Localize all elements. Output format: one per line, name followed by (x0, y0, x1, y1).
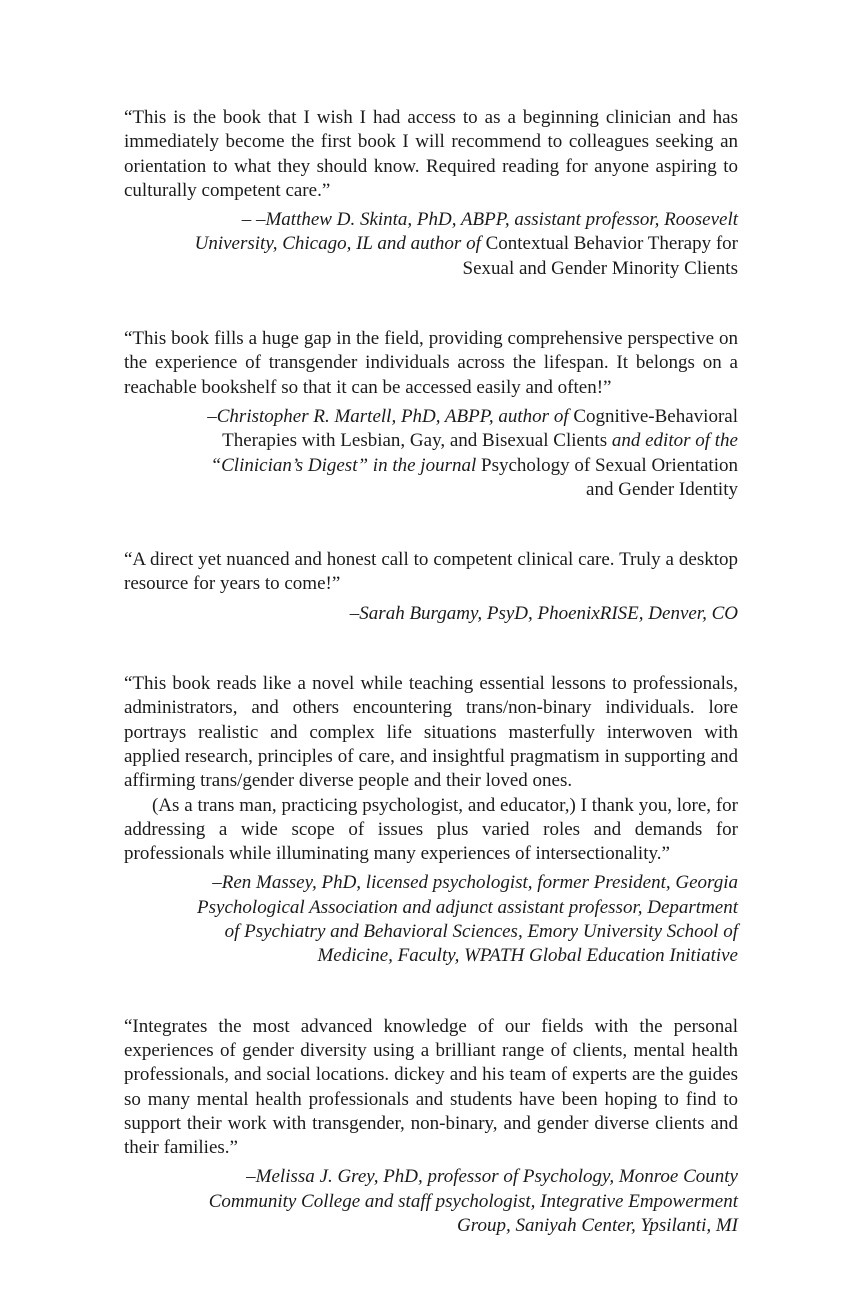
quote-block (124, 548, 738, 626)
quote-block (124, 327, 738, 502)
attribution-segment-italic: –Ren Massey, PhD, licensed psychologist, former President, Georgia Psychological Association and adjunct assistant professor, Department of Psychiatry and Behavioral Sciences, Emory University School of Medicine, Faculty, WPATH Global Education Initiative (197, 872, 738, 967)
attribution-segment-italic: and editor of the “Clinician’s Digest” in the journal (210, 430, 738, 476)
quote-block (124, 672, 738, 969)
quote-attribution (124, 602, 738, 626)
attribution-segment-book-title: Contextual Behavior Therapy for Sexual and Gender Minority Clients (462, 233, 738, 279)
quote-text: “This book fills a huge gap in the field, providing comprehensive perspective on the experience of transgender individuals across the lifespan. It belongs on a reachable bookshelf so that it can be accessed easily and often!” (124, 328, 738, 398)
attribution-segment-journal-title: Psychology of Sexual Orientation and Gender Identity (481, 454, 738, 500)
quote-block (124, 106, 738, 281)
quote-text: “A direct yet nuanced and honest call to competent clinical care. Truly a desktop resource for years to come!” (124, 549, 738, 595)
attribution-segment-italic: – –Matthew D. Skinta, PhD, ABPP, assistant professor, Roosevelt University, Chicago, IL and author of (194, 209, 738, 255)
attribution-segment-book-title: Cognitive-Behavioral Therapies with Lesbian, Gay, and Bisexual Clients (222, 405, 738, 452)
quote-attribution (124, 1165, 738, 1238)
quote-block (124, 1015, 738, 1239)
quote-text: “Integrates the most advanced knowledge of our fields with the personal experiences of gender diversity using a brilliant range of clients, mental health professionals, and social locations. dickey and his team of experts are the guides so many mental health professionals and students have been hoping to find to support their work with transgender, non-binary, and gender diverse clients and their families.” (124, 1015, 738, 1159)
quote-attribution (124, 871, 738, 968)
attribution-segment-italic: –Sarah Burgamy, PsyD, PhoenixRISE, Denver, CO (349, 602, 738, 624)
attribution-segment-italic: –Melissa J. Grey, PhD, professor of Psychology, Monroe County Community College and staff psychologist, Integrative Empowerment Group, Saniyah Center, Ypsilanti, MI (208, 1166, 738, 1236)
quote-attribution (124, 208, 738, 281)
quote-text: “This book reads like a novel while teaching essential lessons to professionals, administrators, and others encountering trans/non-binary individuals. lore portrays realistic and complex life situations masterfully interwoven with applied research, principles of care, and insightful pragmatism in supporting and affirming trans/gender diverse people and their loved ones. (124, 673, 738, 792)
quote-attribution (124, 405, 738, 502)
book-praise-page (124, 0, 738, 1238)
quote-text: (As a trans man, practicing psychologist, and educator,) I thank you, lore, for addressing a wide scope of issues plus varied roles and demands for professionals while illuminating many experiences of intersectionality.” (124, 794, 738, 865)
quote-text: “This is the book that I wish I had access to as a beginning clinician and has immediately become the first book I will recommend to colleagues seeking an orientation to what they should know. Required reading for anyone aspiring to culturally competent care.” (124, 107, 738, 201)
attribution-segment-italic: –Christopher R. Martell, PhD, ABPP, author of (207, 405, 574, 427)
